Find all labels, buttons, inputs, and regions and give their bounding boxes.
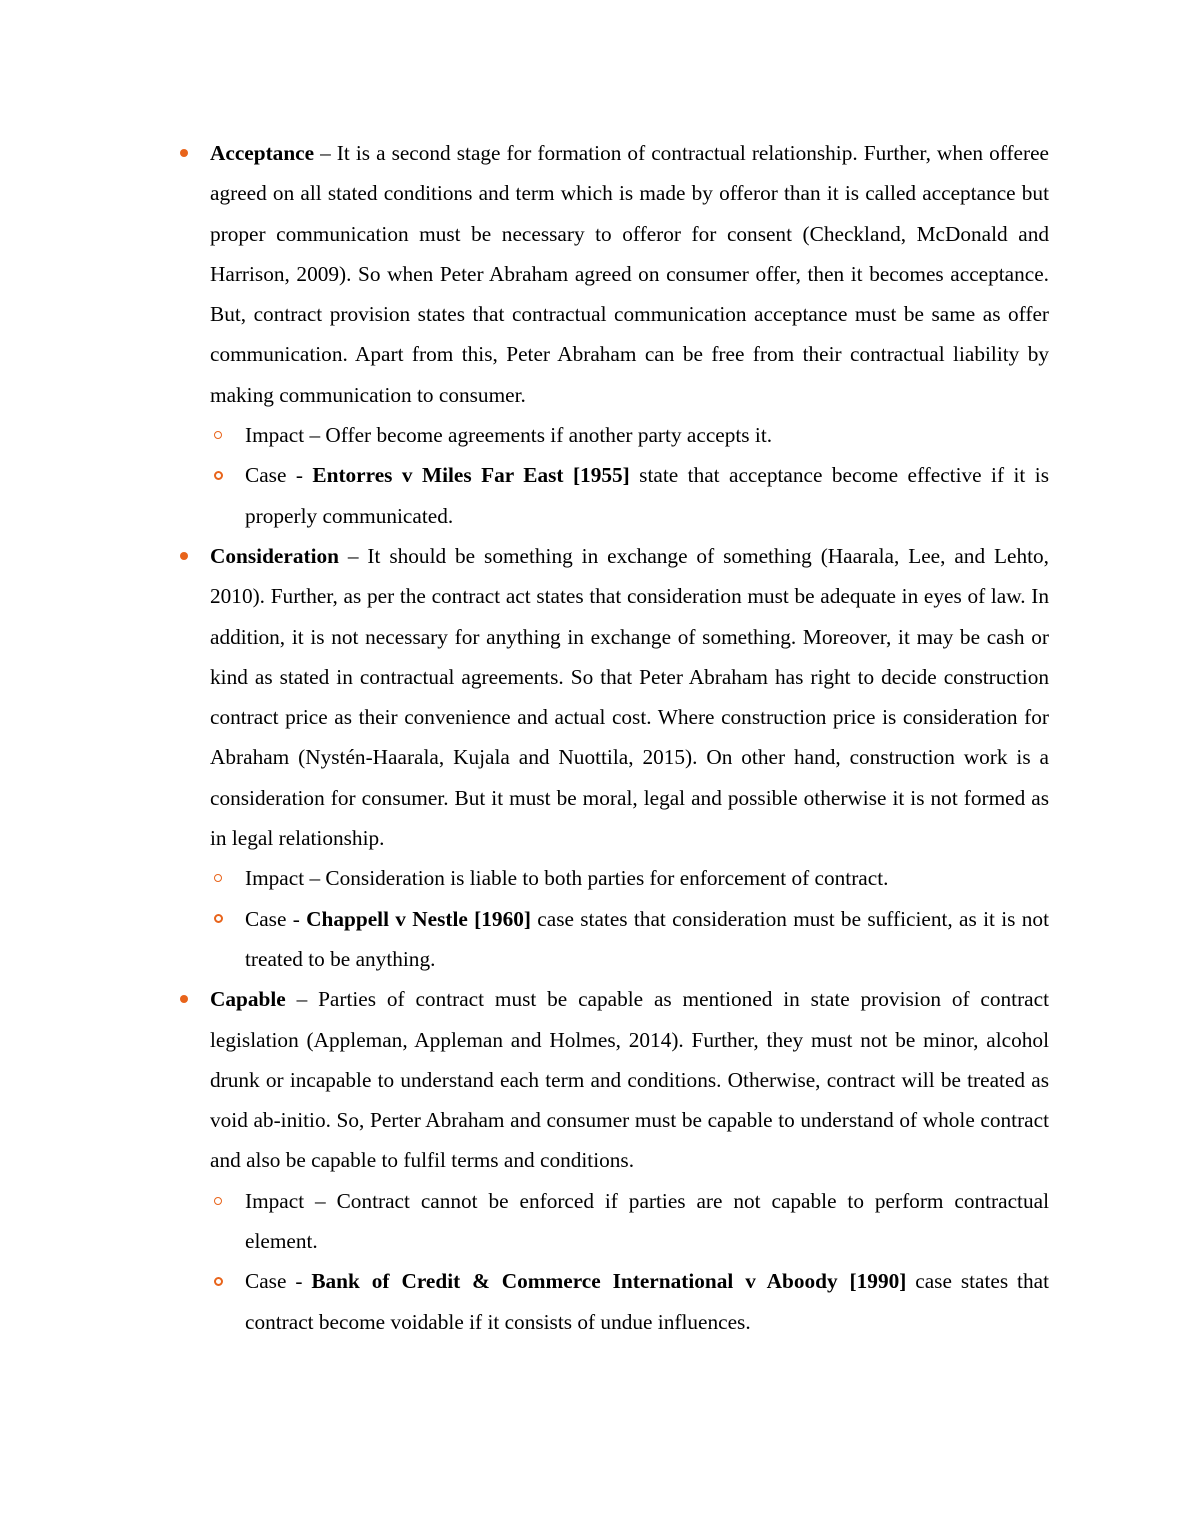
ring-bullet-icon	[211, 858, 225, 898]
list-item-consideration	[210, 536, 1049, 858]
ring-bullet-icon	[211, 1181, 225, 1221]
bullet-icon	[174, 133, 194, 173]
case-name: Bank of Credit & Commerce International v Aboody [1990]	[311, 1269, 907, 1294]
sub-item-case	[245, 455, 1049, 536]
list-item-acceptance	[210, 133, 1049, 415]
document-body	[210, 133, 1049, 1342]
case-text	[245, 1261, 1049, 1342]
case-prefix: Case -	[245, 1269, 312, 1294]
sub-item-impact	[245, 1181, 1049, 1262]
impact-text: Impact – Contract cannot be enforced if parties are not capable to perform contractual element.	[245, 1188, 1049, 1254]
term-acceptance: Acceptance	[210, 141, 315, 165]
ring-bullet-icon	[211, 415, 225, 455]
ring-bullet-icon	[211, 455, 225, 495]
case-prefix: Case -	[245, 463, 313, 488]
paragraph-acceptance	[210, 133, 1049, 415]
sub-item-impact	[245, 415, 1049, 455]
sub-item-case	[245, 1261, 1049, 1342]
paragraph-text: – Parties of contract must be capable as mentioned in state provision of contract legislation (Appleman, Appleman and Holmes, 2014). Further, they must not be minor, alcohol drunk or incapable to understand each term and conditions. Otherwise, contract will be treated as void ab-initio. So, Perter Abraham and consumer must be capable to understand of whole contract and also be capable to fulfil terms and conditions.	[210, 987, 1049, 1173]
case-description: case states that contract become voidable if it consists of undue influences.	[245, 1269, 1049, 1334]
term-consideration: Consideration	[210, 543, 339, 568]
paragraph-consideration	[210, 536, 1049, 858]
impact-text: Impact – Offer become agreements if another party accepts it.	[245, 423, 773, 448]
term-capable: Capable	[210, 987, 286, 1012]
case-text	[245, 455, 1049, 536]
ring-bullet-icon	[211, 899, 225, 939]
case-text	[245, 899, 1049, 980]
ring-bullet-icon	[211, 1261, 225, 1301]
sub-item-impact	[245, 858, 1049, 898]
bullet-icon	[174, 536, 194, 576]
paragraph-text: – It should be something in exchange of something (Haarala, Lee, and Lehto, 2010). Further, as per the contract act states that consideration must be adequate in eyes of law. In addition, it is not necessary for anything in exchange of something. Moreover, it may be cash or kind as stated in contractual agreements. So that Peter Abraham has right to decide construction contract price as their convenience and actual cost. Where construction price is consideration for Abraham (Nystén-Haarala, Kujala and Nuottila, 2015). On other hand, construction work is a consideration for consumer. But it must be moral, legal and possible otherwise it is not formed as in legal relationship.	[210, 543, 1049, 851]
case-name: Entorres v Miles Far East [1955]	[312, 463, 630, 488]
bullet-icon	[174, 979, 194, 1019]
case-prefix: Case -	[245, 906, 307, 931]
sub-item-case	[245, 899, 1049, 980]
case-description: case states that consideration must be sufficient, as it is not treated to be anything.	[245, 906, 1049, 971]
list-item-capable	[210, 979, 1049, 1180]
impact-text: Impact – Consideration is liable to both parties for enforcement of contract.	[245, 866, 889, 891]
paragraph-capable	[210, 979, 1049, 1180]
case-description: state that acceptance become effective if it is properly communicated.	[245, 463, 1049, 528]
case-name: Chappell v Nestle [1960]	[306, 906, 531, 931]
paragraph-text: – It is a second stage for formation of contractual relationship. Further, when offeree agreed on all stated conditions and term which is made by offeror than it is called acceptance but proper communication must be necessary to offeror for consent (Checkland, McDonald and Harrison, 2009). So when Peter Abraham agreed on consumer offer, then it becomes acceptance. But, contract provision states that contractual communication acceptance must be same as offer communication. Apart from this, Peter Abraham can be free from their contractual liability by making communication to consumer.	[210, 141, 1049, 407]
